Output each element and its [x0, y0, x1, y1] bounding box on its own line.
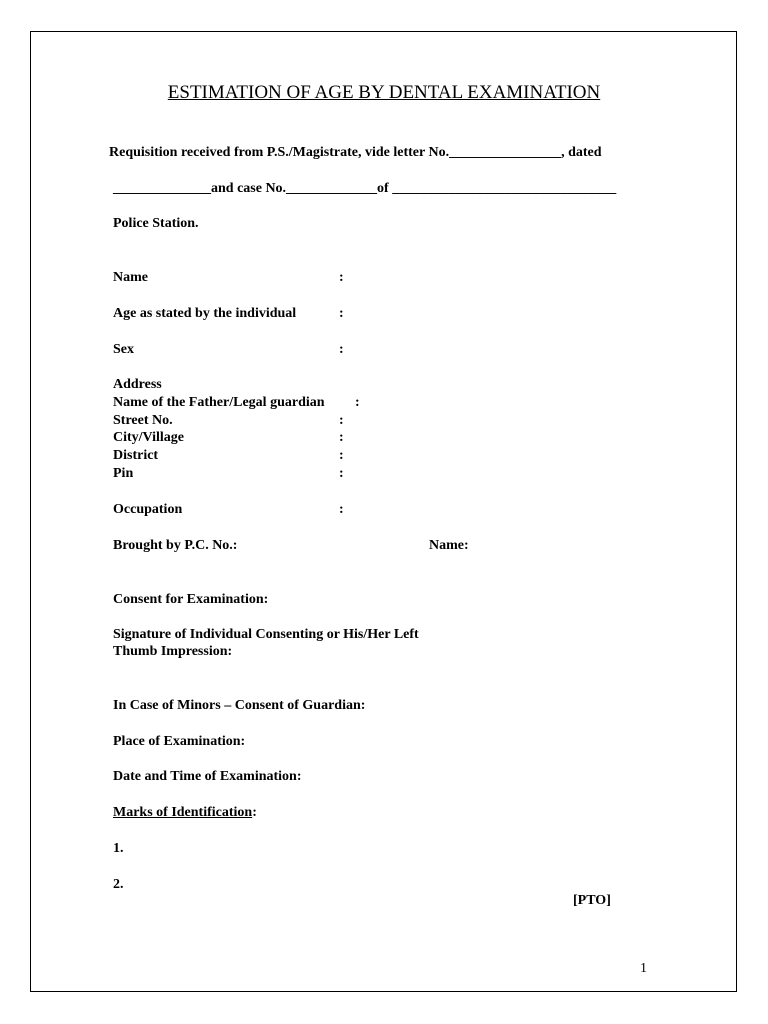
- pin-label: Pin: [113, 466, 134, 481]
- pin-colon: :: [339, 466, 344, 481]
- city-label: City/Village: [113, 430, 185, 445]
- occupation-label: Occupation: [113, 502, 183, 517]
- place-of-examination-label: Place of Examination:: [113, 734, 246, 749]
- marks-heading-text: Marks of Identification: [113, 805, 253, 820]
- district-colon: :: [339, 448, 344, 463]
- city-colon: :: [339, 430, 344, 445]
- signature-label-line-2: Thumb Impression:: [113, 644, 233, 659]
- signature-label-line-1: Signature of Individual Consenting or His/Her Left: [113, 627, 419, 642]
- date-time-examination-label: Date and Time of Examination:: [113, 769, 302, 784]
- consent-label: Consent for Examination:: [113, 592, 269, 607]
- minors-consent-label: In Case of Minors – Consent of Guardian:: [113, 698, 366, 713]
- name-label: Name: [113, 270, 148, 285]
- marks-of-identification-heading: [113, 804, 257, 822]
- occupation-colon: :: [339, 502, 344, 517]
- requisition-line-1: Requisition received from P.S./Magistrate, vide letter No.________________, dated: [109, 145, 602, 160]
- father-colon: :: [355, 395, 360, 410]
- police-station-label: Police Station.: [113, 216, 199, 231]
- district-label: District: [113, 448, 159, 463]
- sex-label: Sex: [113, 342, 134, 357]
- identification-item-2: 2.: [113, 877, 124, 892]
- address-label: Address: [113, 377, 162, 392]
- document-title: ESTIMATION OF AGE BY DENTAL EXAMINATION: [167, 82, 601, 103]
- requisition-line-2: ______________and case No._____________of ________________________________: [113, 181, 617, 196]
- marks-heading-colon: :: [252, 805, 257, 820]
- page-number: 1: [640, 961, 647, 976]
- sex-colon: :: [339, 342, 344, 357]
- brought-by-pc-label: Brought by P.C. No.:: [113, 538, 238, 553]
- father-label: Name of the Father/Legal guardian: [113, 395, 325, 410]
- street-label: Street No.: [113, 413, 173, 428]
- street-colon: :: [339, 413, 344, 428]
- identification-item-1: 1.: [113, 841, 124, 856]
- name-colon: :: [339, 270, 344, 285]
- brought-by-name-label: Name:: [429, 538, 469, 553]
- age-label: Age as stated by the individual: [113, 306, 297, 321]
- pto-label: [PTO]: [573, 893, 611, 908]
- age-colon: :: [339, 306, 344, 321]
